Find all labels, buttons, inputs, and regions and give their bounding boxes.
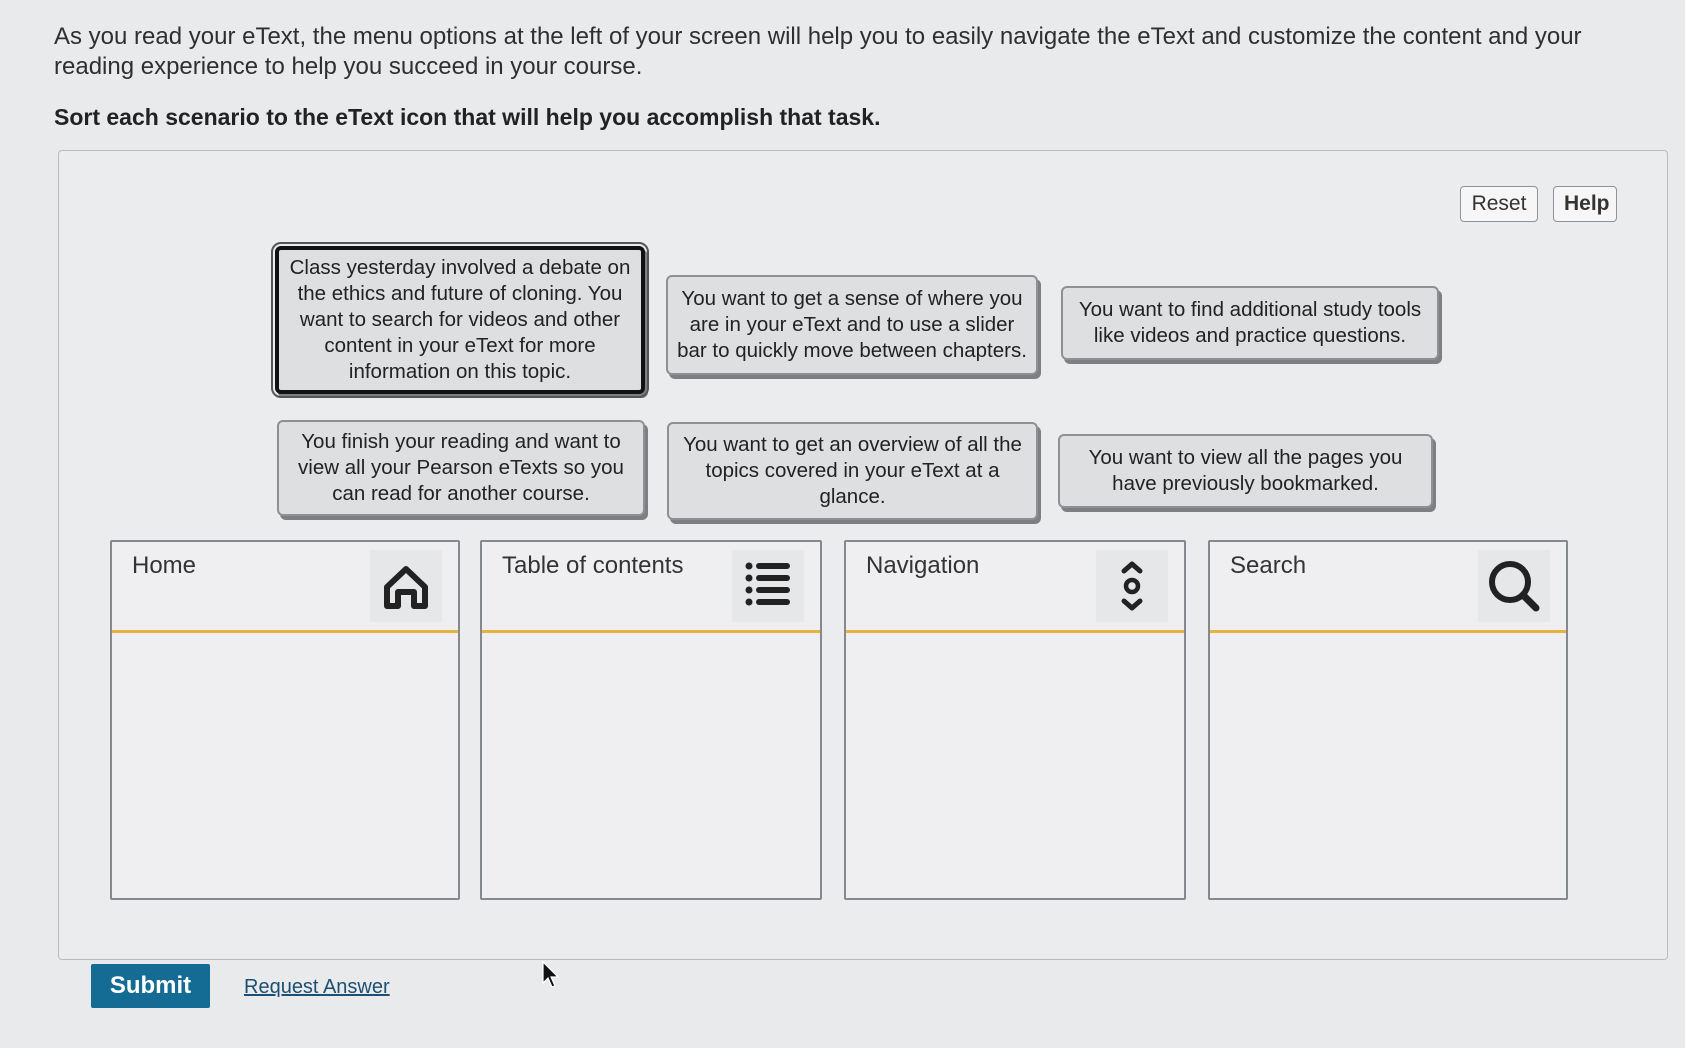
home-drop-zone[interactable]: [110, 540, 460, 900]
mouse-cursor-icon: [542, 961, 562, 994]
help-button[interactable]: Help: [1553, 186, 1617, 222]
scenario-card[interactable]: You want to find additional study tools like videos and practice questions.: [1061, 286, 1439, 360]
bin-label: Search: [1230, 552, 1307, 579]
home-icon: [370, 550, 442, 622]
bin-label: Home: [132, 552, 197, 579]
scenario-card[interactable]: You finish your reading and want to view all your Pearson eTexts so you can read for another course.: [277, 420, 645, 516]
navigation-icon: [1096, 550, 1168, 622]
scenario-card[interactable]: You want to get a sense of where you are in your eText and to use a slider bar to quickly move between chapters.: [666, 275, 1038, 375]
scenario-card[interactable]: Class yesterday involved a debate on the ethics and future of cloning. You want to search for videos and other content in your eText for more information on this topic.: [275, 246, 645, 394]
intro-text: As you read your eText, the menu options at the left of your screen will help you to easily navigate the eText and customize the content and your reading experience to help you succeed in your course.: [54, 23, 1582, 80]
request-answer-link[interactable]: Request Answer: [244, 976, 390, 998]
list-icon: [732, 550, 804, 622]
search-icon: [1478, 550, 1550, 622]
navigation-drop-zone[interactable]: [844, 540, 1186, 900]
search-drop-zone[interactable]: [1208, 540, 1568, 900]
submit-button[interactable]: Submit: [91, 964, 210, 1008]
scenario-card[interactable]: You want to get an overview of all the topics covered in your eText at a glance.: [667, 422, 1038, 520]
scenario-card[interactable]: You want to view all the pages you have previously bookmarked.: [1058, 434, 1433, 508]
reset-button[interactable]: Reset: [1460, 186, 1538, 222]
bin-header: [1210, 542, 1566, 633]
bin-header: [112, 542, 458, 633]
bin-header: [846, 542, 1184, 633]
bin-label: Table of contents: [502, 552, 684, 579]
table-of-contents-drop-zone[interactable]: [480, 540, 822, 900]
bin-label: Navigation: [866, 552, 980, 579]
instruction-text: Sort each scenario to the eText icon that will help you accomplish that task.: [54, 104, 881, 130]
bin-header: [482, 542, 820, 633]
